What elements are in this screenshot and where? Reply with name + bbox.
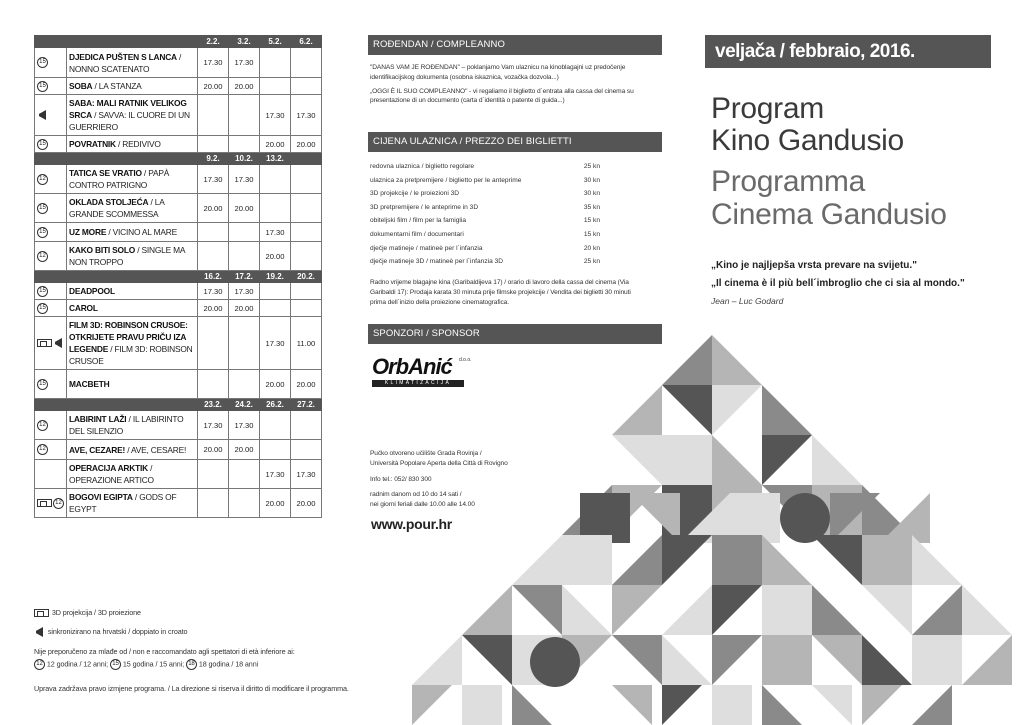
date-header: 5.2. xyxy=(260,36,291,48)
film-title-hr: DEADPOOL xyxy=(69,286,115,296)
showtime-cell: 17.30 xyxy=(229,411,260,440)
film-title: BOGOVI EGIPTA / GODS OF EGYPT xyxy=(67,489,198,518)
sponsor-logo-tag: d.o.o. xyxy=(459,357,472,363)
film-title-it: FILM 3D: ROBINSON CRUSOE xyxy=(69,344,193,366)
film-title-it: LA GRANDE SCOMMESSA xyxy=(69,197,165,219)
film-title-it: GODS OF EGYPT xyxy=(69,492,177,514)
age-rating-badge: 15 xyxy=(37,303,48,314)
prices-header: CIJENA ULAZNICA / PREZZO DEI BIGLIETTI xyxy=(368,132,662,152)
age-rating-badge: 15 xyxy=(37,286,48,297)
film-title: OKLADA STOLJEĆA / LA GRANDE SCOMMESSA xyxy=(67,194,198,223)
mosaic-shape xyxy=(712,435,762,485)
title-programma: Programma xyxy=(711,165,866,198)
mosaic-shape xyxy=(512,535,562,585)
mosaic-shape xyxy=(912,685,952,725)
mosaic-shape xyxy=(962,585,1012,635)
mosaic-shape xyxy=(662,385,712,435)
birthday-line: identifikacijskog dokumenta (osobna iskaznica, vozačka dozvola...) xyxy=(370,73,559,81)
date-header: 13.2. xyxy=(260,153,291,165)
showtime-cell: 20.00 xyxy=(198,300,229,317)
showtime-cell: 20.00 xyxy=(198,194,229,223)
mosaic-shape xyxy=(862,635,912,685)
mosaic-shape xyxy=(912,535,962,585)
mosaic-shape xyxy=(662,585,712,635)
price-label: dječje matineje 3D / matineè per l´infanzia 3D xyxy=(370,258,504,266)
contact-line: nei giorni feriali dalle 10.00 alle 14.00 xyxy=(370,501,475,509)
showtime-cell: 17.30 xyxy=(198,165,229,194)
legend-age-intro: Nije preporučeno za mlađe od / non e raccomandato agli spettatori di età inferiore ai: xyxy=(34,647,295,656)
legend-3d-text: 3D projekcija / 3D proiezione xyxy=(51,608,141,617)
mosaic-shape xyxy=(862,585,912,635)
age-rating-badge: 15 xyxy=(37,81,48,92)
film-title-hr: DJEDICA PUŠTEN S LANCA xyxy=(69,51,177,62)
showtime-cell: 20.00 xyxy=(198,78,229,95)
film-title: TATICA SE VRATIO / PAPÀ CONTRO PATRIGNO xyxy=(67,165,198,194)
film-title: FILM 3D: ROBINSON CRUSOE: OTKRIJETE PRAVU PRIČU IZA LEGENDE / FILM 3D: ROBINSON CRUSOE xyxy=(67,317,198,370)
age-18-badge: 18 xyxy=(186,659,197,670)
film-title: AVE, CEZARE! / AVE, CESARE! xyxy=(67,440,198,460)
showtime-cell: 17.30 xyxy=(198,283,229,300)
mosaic-shape xyxy=(712,535,762,585)
mosaic-shape xyxy=(462,635,512,685)
film-title: OPERACIJA ARKTIK / OPERAZIONE ARTICO xyxy=(67,460,198,489)
quote-it: „Il cinema è il più bell´imbroglio che ci sia al mondo." xyxy=(711,278,965,289)
film-title-hr: UZ MORE xyxy=(69,227,107,237)
showtime-cell: 20.00 xyxy=(229,440,260,460)
mosaic-shape xyxy=(712,635,762,685)
film-title-it: REDIVIVO xyxy=(122,139,161,149)
showtime-cell: 17.30 xyxy=(291,95,322,136)
film-title-it: AVE, CESARE! xyxy=(131,444,187,455)
quote-author: Jean – Luc Godard xyxy=(711,296,784,306)
showtime-cell: 20.00 xyxy=(260,242,291,271)
film-title-it: LA STANZA xyxy=(98,81,142,91)
film-title-it: VICINO AL MARE xyxy=(112,227,177,237)
showtime-cell: 17.30 xyxy=(229,283,260,300)
film-title-hr: SABA: MALI RATNIK VELIKOG SRCA xyxy=(69,98,187,120)
hours-line: Radno vrijeme blagajne kina (Garibaldijeva 17) / orario di lavoro della cassa del cinema (Via xyxy=(370,279,629,286)
price-label: 3D projekcije / le proiezioni 3D xyxy=(370,190,460,198)
film-title-it: SINGLE MA NON TROPPO xyxy=(69,245,185,267)
price-label: dokumentarni film / documentari xyxy=(370,230,464,238)
date-header: 2.2. xyxy=(198,36,229,48)
mosaic-shape xyxy=(862,535,912,585)
age-rating-badge: 15 xyxy=(37,379,48,390)
price-label: 3D pretpremijere / le anteprime in 3D xyxy=(370,203,479,211)
age-rating-badge: 12 xyxy=(53,498,64,509)
showtime-cell: 20.00 xyxy=(260,370,291,399)
showtime-cell: 20.00 xyxy=(291,370,322,399)
legend-age18: 18 godina / 18 anni xyxy=(198,659,259,669)
mosaic-shape xyxy=(762,585,812,635)
film-title: LABIRINT LAŽI / IL LABIRINTO DEL SILENZIO xyxy=(67,411,198,440)
sponsor-header: SPONZORI / SPONSOR xyxy=(368,324,662,344)
mosaic-shape xyxy=(612,435,662,485)
mosaic-shape xyxy=(812,585,862,635)
mosaic-shape xyxy=(662,335,712,385)
film-title: UZ MORE / VICINO AL MARE xyxy=(67,223,198,242)
mosaic-shape xyxy=(412,635,462,685)
price-label: ulaznica za pretpremijere / biglietto per le anteprime xyxy=(370,176,522,184)
age-rating-badge: 15 xyxy=(37,139,48,150)
film-title-hr: MACBETH xyxy=(69,379,110,389)
film-title-hr: CAROL xyxy=(69,303,98,313)
mosaic-shape xyxy=(462,585,512,635)
film-title-it: IL LABIRINTO DEL SILENZIO xyxy=(69,414,184,436)
film-title-it: OPERAZIONE ARTICO xyxy=(69,475,154,485)
film-title-hr: TATICA SE VRATIO xyxy=(69,168,142,178)
date-header: 24.2. xyxy=(229,399,260,411)
hours-line: prima dell´inizio della proiezione cinematografica. xyxy=(370,298,509,306)
month-banner: veljača / febbraio, 2016. xyxy=(705,35,991,68)
price-value: 35 kn xyxy=(583,203,600,211)
title-kino: Kino Gandusio xyxy=(711,124,904,157)
price-value: 25 kn xyxy=(583,163,600,170)
showtime-cell: 20.00 xyxy=(260,136,291,153)
mosaic-shape xyxy=(612,585,662,635)
film-title-hr: AVE, CEZARE! xyxy=(69,444,126,455)
film-title-hr: POVRATNIK xyxy=(69,139,116,149)
mosaic-shape xyxy=(712,335,762,385)
date-header: 17.2. xyxy=(229,271,260,283)
mosaic-shape xyxy=(662,435,712,485)
mosaic-shape xyxy=(812,635,862,685)
film-title-hr: OPERACIJA ARKTIK xyxy=(69,463,149,473)
mosaic-shape xyxy=(762,635,812,685)
legend-disclaimer: Uprava zadržava pravo izmjene programa. / La direzione si riserva il diritto di modificare il programma. xyxy=(34,684,349,693)
price-value: 15 kn xyxy=(583,230,600,238)
legend-sync-text: sinkronizirano na hrvatski / doppiato in croato xyxy=(47,627,188,636)
film-title-hr: OKLADA STOLJEĆA xyxy=(69,197,149,207)
date-header: 19.2. xyxy=(260,271,291,283)
mosaic-shape xyxy=(912,585,962,635)
date-header: 3.2. xyxy=(229,36,260,48)
mosaic-shape xyxy=(612,685,652,725)
title-program: Program xyxy=(711,92,824,125)
film-title: DJEDICA PUŠTEN S LANCA / NONNO SCATENATO xyxy=(67,48,198,78)
mosaic-shape xyxy=(812,535,862,585)
date-header: 20.2. xyxy=(291,271,322,283)
mosaic-shape xyxy=(662,685,702,725)
film-title-hr: LABIRINT LAŽI xyxy=(69,414,127,424)
mosaic-shape xyxy=(862,685,902,725)
age-rating-badge: 12 xyxy=(37,174,48,185)
film-title-hr: FILM 3D: ROBINSON CRUSOE: OTKRIJETE PRAVU PRIČU IZA LEGENDE xyxy=(69,320,188,354)
showtime-cell: 20.00 xyxy=(229,300,260,317)
showtime-cell: 17.30 xyxy=(229,165,260,194)
mosaic-shape xyxy=(512,685,552,725)
mosaic-shape xyxy=(612,385,662,435)
film-title-it: NONNO SCATENATO xyxy=(69,63,150,74)
contact-phone: Info tel.: 052/ 830 300 xyxy=(370,475,432,483)
price-label: dječje matineje / matineè per l´infanzia xyxy=(370,244,483,252)
mosaic-shape xyxy=(712,385,762,435)
price-value: 30 kn xyxy=(583,190,600,198)
date-header: 27.2. xyxy=(291,399,322,411)
film-title: KAKO BITI SOLO / SINGLE MA NON TROPPO xyxy=(67,242,198,271)
mosaic-shape xyxy=(662,535,712,585)
mosaic-shape xyxy=(762,435,812,485)
film-title-hr: SOBA xyxy=(69,81,93,91)
price-value: 30 kn xyxy=(583,176,600,184)
mosaic-shape xyxy=(562,585,612,635)
film-title-hr: BOGOVI EGIPTA xyxy=(69,492,133,502)
legend-age12: 12 godina / 12 anni; xyxy=(46,659,109,669)
mosaic-circle xyxy=(530,637,580,687)
price-value: 25 kn xyxy=(583,258,600,266)
showtime-cell: 20.00 xyxy=(291,489,322,518)
showtime-cell: 17.30 xyxy=(229,48,260,78)
mosaic-shape xyxy=(562,535,612,585)
age-rating-badge: 15 xyxy=(37,57,48,68)
age-rating-badge: 15 xyxy=(37,227,48,238)
mosaic-shape xyxy=(812,435,862,485)
birthday-line: „OGGI È IL SUO COMPLEANNO" - vi regaliamo il biglietto d´entrata alla cassa del cinema su xyxy=(370,87,634,95)
date-header: 6.2. xyxy=(291,36,322,48)
showtime-cell: 20.00 xyxy=(260,489,291,518)
date-header: 23.2. xyxy=(198,399,229,411)
price-value: 20 kn xyxy=(583,244,600,252)
showtime-cell: 20.00 xyxy=(229,194,260,223)
mosaic-shape xyxy=(912,635,962,685)
showtime-cell: 17.30 xyxy=(260,317,291,370)
price-label: obiteljski film / film per la famiglia xyxy=(370,217,467,225)
hours-line: Garibaldi 17): Prodaja karata 30 minuta prije filmske projekcije / Vendita dei biglietti 30 minuti xyxy=(370,288,631,296)
birthday-header: ROĐENDAN / COMPLEANNO xyxy=(368,35,662,55)
sponsor-logo-name: OrbAnić xyxy=(372,354,452,379)
showtime-cell: 17.30 xyxy=(260,95,291,136)
quote-hr: „Kino je najljepša vrsta prevare na svijetu." xyxy=(711,260,917,271)
showtime-cell: 17.30 xyxy=(291,460,322,489)
date-header: 26.2. xyxy=(260,399,291,411)
mosaic-shape xyxy=(412,685,452,725)
price-value: 15 kn xyxy=(583,217,600,225)
film-title-it: PAPÀ CONTRO PATRIGNO xyxy=(69,168,170,190)
mosaic-shape xyxy=(962,635,1012,685)
showtime-cell: 11.00 xyxy=(291,317,322,370)
showtime-cell: 17.30 xyxy=(260,223,291,242)
showtime-cell: 20.00 xyxy=(229,78,260,95)
showtime-cell: 17.30 xyxy=(260,460,291,489)
date-header: 9.2. xyxy=(198,153,229,165)
contact-line: Pučko otvoreno učilište Grada Rovinja / xyxy=(370,450,482,457)
age-15-badge: 15 xyxy=(110,659,121,670)
sponsor-logo-sub: KLIMATIZACIJA xyxy=(372,380,464,387)
mosaic-shape xyxy=(712,585,762,635)
film-title-hr: KAKO BITI SOLO xyxy=(69,245,136,255)
age-rating-badge: 12 xyxy=(37,420,48,431)
mosaic-shape xyxy=(812,685,852,725)
date-header: 10.2. xyxy=(229,153,260,165)
birthday-line: "DANAS VAM JE ROĐENDAN" – poklanjamo Vam ulaznicu na kinoblagajni uz predočenje xyxy=(370,64,626,71)
mosaic-shape xyxy=(612,635,662,685)
mosaic-shape xyxy=(512,585,562,635)
showtime-cell: 17.30 xyxy=(198,48,229,78)
showtime-cell: 20.00 xyxy=(291,136,322,153)
birthday-line: presentazione di un documento (carta d´identità o patente di guida...) xyxy=(370,97,565,105)
title-cinema: Cinema Gandusio xyxy=(711,198,947,231)
age-12-badge: 12 xyxy=(34,659,45,670)
mosaic-shape xyxy=(662,635,712,685)
mosaic-shape xyxy=(762,685,802,725)
film-title: POVRATNIK / REDIVIVO xyxy=(67,136,198,153)
showtime-cell: 20.00 xyxy=(198,440,229,460)
date-header: 16.2. xyxy=(198,271,229,283)
age-rating-badge: 15 xyxy=(37,203,48,214)
film-title-it: SAVVA: IL CUORE DI UN GUERRIERO xyxy=(69,110,190,132)
age-rating-badge: 12 xyxy=(37,251,48,262)
film-title: SOBA / LA STANZA xyxy=(67,78,198,95)
mosaic-shape xyxy=(712,685,752,725)
showtime-cell: 17.30 xyxy=(198,411,229,440)
mosaic-shape xyxy=(462,685,502,725)
contact-line: Università Popolare Aperta della Città di Rovigno xyxy=(370,459,508,467)
contact-line: radnim danom od 10 do 14 sati / xyxy=(370,491,462,499)
price-label: redovna ulaznica / biglietto regolare xyxy=(370,163,475,170)
legend-age15: 15 godina / 15 anni; xyxy=(122,659,185,669)
film-title: SABA: MALI RATNIK VELIKOG SRCA / SAVVA: IL CUORE DI UN GUERRIERO xyxy=(67,95,198,136)
website-link[interactable]: www.pour.hr xyxy=(371,516,452,532)
mosaic-shape xyxy=(762,385,812,435)
age-rating-badge: 12 xyxy=(37,444,48,455)
